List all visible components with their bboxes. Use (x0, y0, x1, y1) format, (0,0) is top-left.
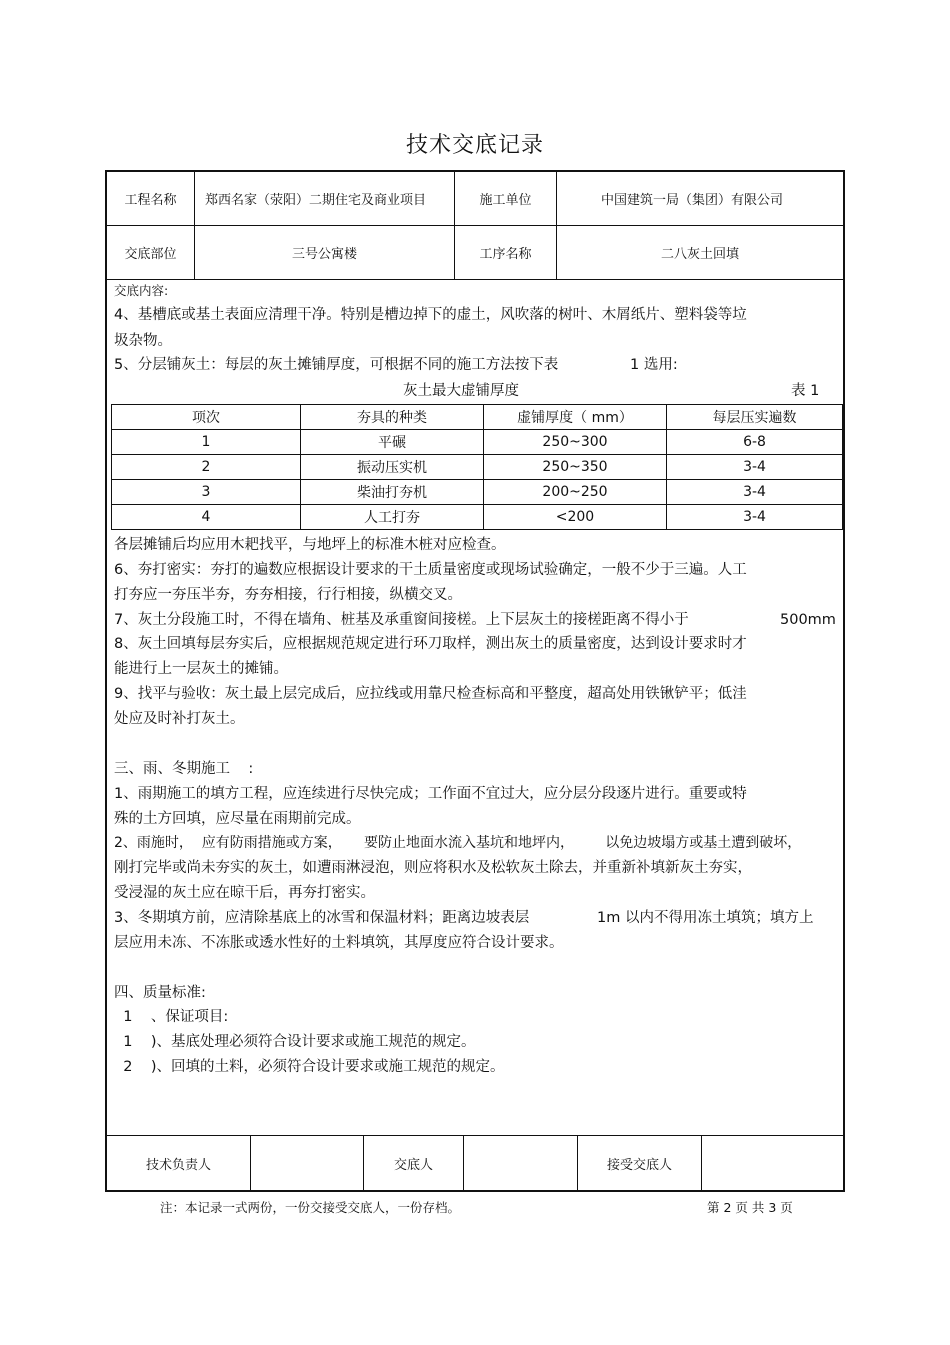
discloser-signature[interactable] (464, 1136, 578, 1190)
page-indicator: 第 2 页 共 3 页 (707, 1200, 793, 1215)
section-4-item-3: 2 )、回填的土料，必须符合设计要求或施工规范的规定。 (114, 1059, 505, 1075)
section-3-item-2-line-2: 刚打完毕或尚未夯实的灰土，如遭雨淋浸泡，则应将积水及松软灰土除去，并重新补填新灰土夯实， (114, 860, 752, 876)
part-value: 三号公寓楼 (195, 226, 455, 279)
table-title: 灰土最大虚铺厚度 (403, 383, 519, 399)
table-cell: 200~250 (484, 480, 667, 505)
section-3-item-1-line-1: 1、雨期施工的填方工程，应连续进行尽快完成；工作面不宜过大，应分层分段逐片进行。重要或特 (114, 786, 747, 802)
footnote: 注：本记录一式两份，一份交接受交底人，一份存档。 (160, 1200, 461, 1215)
item-6-line-2: 打夯应一夯压半夯，夯夯相接，行行相接，纵横交叉。 (114, 587, 462, 603)
table-cell: 3 (112, 480, 301, 505)
table-cell: 4 (112, 505, 301, 530)
table-cell: 柴油打夯机 (301, 480, 484, 505)
section-3-item-3-line-1: 3、冬期填方前，应清除基底上的冰雪和保温材料；距离边坡表层 (114, 910, 530, 926)
table-cell: 250~350 (484, 455, 667, 480)
process-label: 工序名称 (455, 226, 557, 279)
receiver-signature[interactable] (702, 1136, 843, 1190)
table-header-cell: 夯具的种类 (301, 405, 484, 430)
part-label: 交底部位 (107, 226, 195, 279)
contractor-value: 中国建筑一局（集团）有限公司 (601, 193, 784, 208)
project-value: 郑西名家（荥阳）二期住宅及商业项目 (195, 172, 455, 225)
tech-lead-label: 技术负责人 (107, 1136, 251, 1190)
item-6-line-1: 6、夯打密实：夯打的遍数应根据设计要求的干土质量密度或现场试验确定，一般不少于三遍。人工 (114, 562, 747, 578)
item-9-line-1: 9、找平与验收：灰土最上层完成后，应拉线或用靠尺检查标高和平整度，超高处用铁锹铲平；低洼 (114, 686, 747, 702)
after-table-line: 各层摊铺后均应用木耙找平，与地坪上的标准木桩对应检查。 (114, 537, 506, 553)
header-row-2 (107, 226, 843, 280)
project-label: 工程名称 (107, 172, 195, 225)
page-title: 技术交底记录 (405, 133, 544, 158)
table-header-cell: 每层压实遍数 (667, 405, 843, 430)
section-3-item-3-line-2: 层应用未冻、不冻胀或透水性好的土料填筑，其厚度应符合设计要求。 (114, 935, 564, 951)
receiver-label: 接受交底人 (578, 1136, 702, 1190)
table-cell: 3-4 (667, 455, 843, 480)
section-3-item-1-line-2: 殊的土方回填，应尽量在雨期前完成。 (114, 811, 361, 827)
content-heading: 交底内容: (114, 283, 169, 298)
section-4-item-1: 1 、保证项目: (114, 1009, 229, 1025)
process-value: 二八灰土回填 (660, 247, 739, 262)
signature-row (107, 1135, 843, 1190)
table-cell: 3-4 (667, 505, 843, 530)
header-row-1 (107, 172, 843, 226)
table-cell: 6-8 (667, 430, 843, 455)
discloser-label: 交底人 (364, 1136, 464, 1190)
section-3-item-2-line-1: 2、雨施时， 应有防雨措施或方案， 要防止地面水流入基坑和地坪内， 以免边坡塌方或基土遭到破坏， (114, 835, 802, 851)
table-cell: 250~300 (484, 430, 667, 455)
thickness-table (111, 404, 843, 530)
item-8-line-1: 8、灰土回填每层夯实后，应根据规范规定进行环刀取样，测出灰土的质量密度，达到设计要求时才 (114, 636, 747, 652)
table-cell: 2 (112, 455, 301, 480)
tech-lead-signature[interactable] (251, 1136, 364, 1190)
section-3-item-3-line-1b: 1m 以内不得用冻土填筑；填方上 (597, 910, 814, 926)
table-header-row (112, 405, 843, 430)
section-4-item-2: 1 )、基底处理必须符合设计要求或施工规范的规定。 (114, 1034, 476, 1050)
table-cell: 平碾 (301, 430, 484, 455)
table-row (112, 455, 843, 480)
table-row (112, 480, 843, 505)
item-9-line-2: 处应及时补打灰土。 (114, 711, 245, 727)
item-5-line-1: 5、分层铺灰土：每层的灰土摊铺厚度，可根据不同的施工方法按下表 (114, 357, 559, 373)
table-cell: 人工打夯 (301, 505, 484, 530)
table-cell: 振动压实机 (301, 455, 484, 480)
item-4-line-1: 4、基槽底或基土表面应清理干净。特别是槽边掉下的虚土，风吹落的树叶、木屑纸片、塑料袋等垃 (114, 307, 747, 323)
section-3-item-2-line-3: 受浸湿的灰土应在晾干后，再夯打密实。 (114, 885, 375, 901)
table-cell: 3-4 (667, 480, 843, 505)
item-7-line-2: 500mm (780, 612, 836, 628)
section-3-heading: 三、雨、冬期施工 : (114, 761, 254, 777)
record-form (105, 170, 845, 1192)
table-number: 表 1 (791, 383, 820, 399)
item-7-line-1: 7、灰土分段施工时，不得在墙角、桩基及承重窗间接槎。上下层灰土的接槎距离不得小于 (114, 612, 689, 628)
table-row (112, 505, 843, 530)
item-4-line-2: 圾杂物。 (114, 333, 172, 349)
table-cell: <200 (484, 505, 667, 530)
table-header-cell: 虚铺厚度（ mm） (484, 405, 667, 430)
table-header-cell: 项次 (112, 405, 301, 430)
contractor-label: 施工单位 (455, 172, 557, 225)
item-8-line-2: 能进行上一层灰土的摊铺。 (114, 661, 288, 677)
table-cell: 1 (112, 430, 301, 455)
item-5-line-2: 1 选用: (630, 357, 678, 373)
table-row (112, 430, 843, 455)
section-4-heading: 四、质量标准: (114, 985, 206, 1001)
